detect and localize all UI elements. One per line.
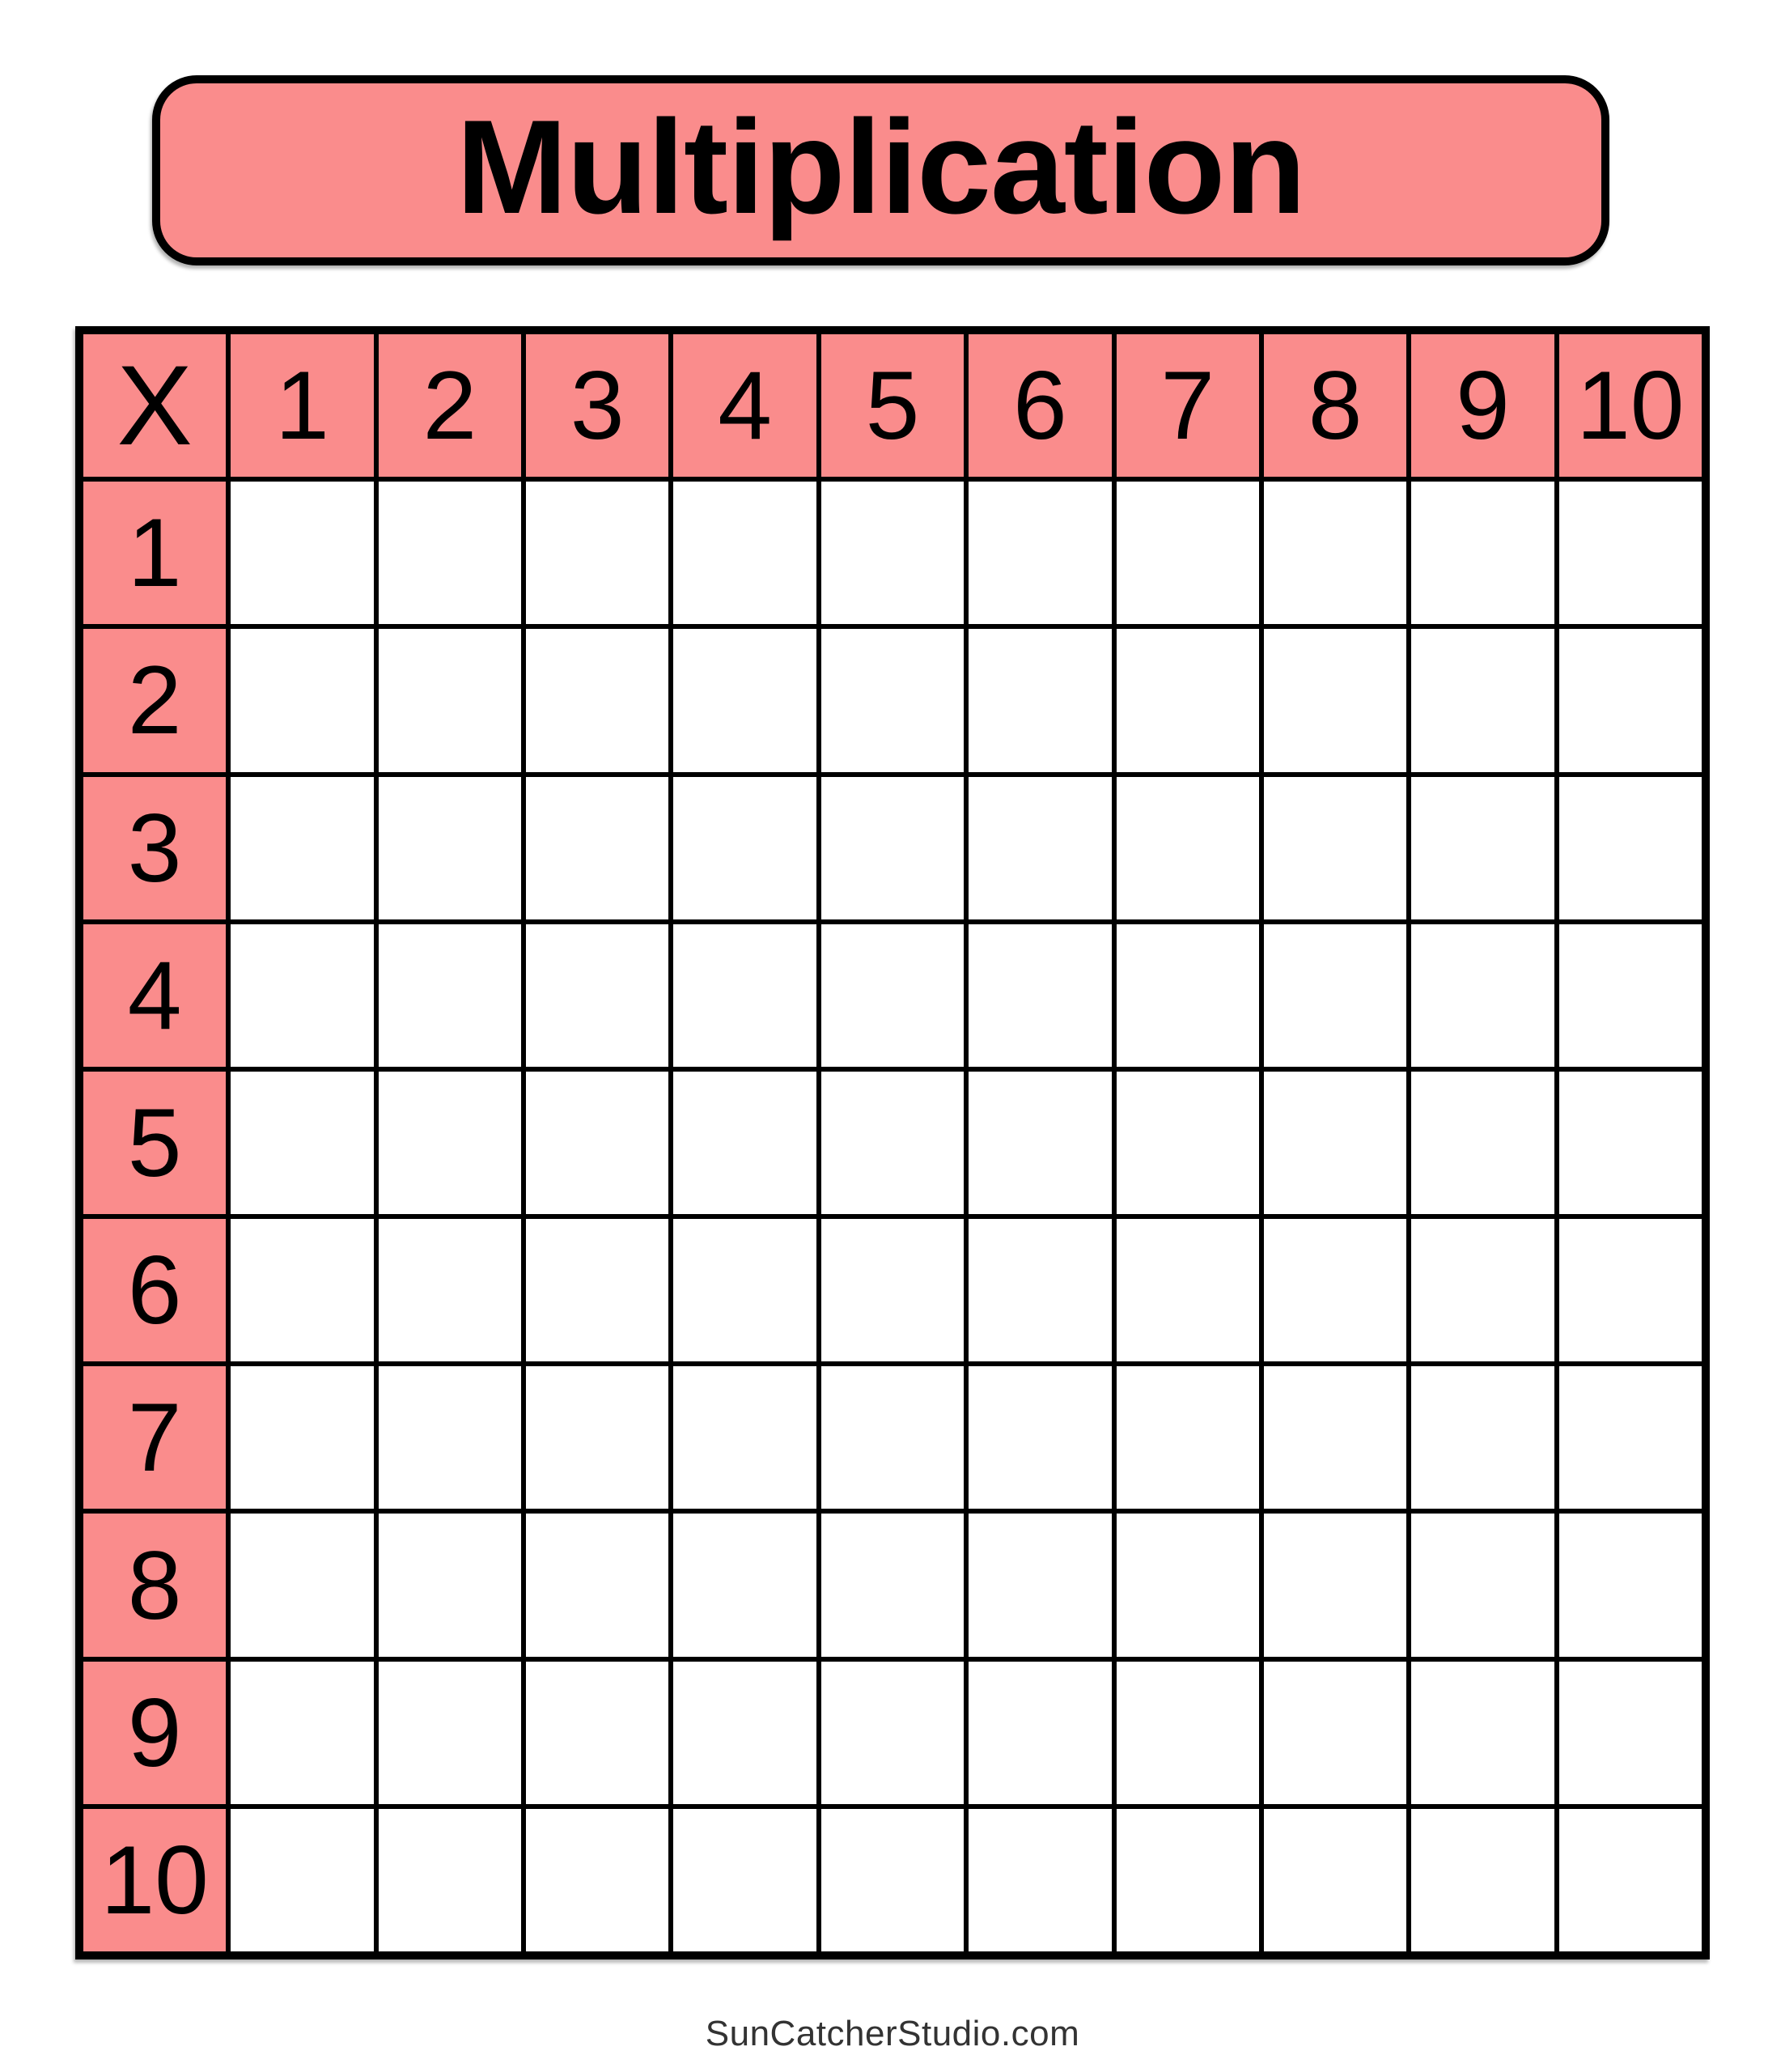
answer-cell-r6-c2 (379, 1219, 521, 1361)
answer-cell-r7-c6 (969, 1366, 1111, 1509)
answer-cell-r8-c3 (526, 1514, 668, 1656)
answer-cell-r8-c9 (1411, 1514, 1554, 1656)
column-header-cell-2: 2 (379, 334, 521, 477)
answer-cell-r7-c2 (379, 1366, 521, 1509)
answer-cell-r9-c4 (673, 1662, 816, 1804)
answer-cell-r2-c6 (969, 629, 1111, 771)
answer-cell-r10-c5 (821, 1809, 964, 1951)
column-header-cell-1: 1 (231, 334, 373, 477)
answer-cell-r3-c5 (821, 777, 964, 919)
row-header-cell-10: 10 (83, 1809, 226, 1951)
footer (0, 2014, 1785, 2054)
column-header-cell-10: 10 (1559, 334, 1702, 477)
answer-cell-r6-c8 (1264, 1219, 1406, 1361)
answer-cell-r5-c5 (821, 1072, 964, 1214)
answer-cell-r10-c7 (1117, 1809, 1259, 1951)
answer-cell-r4-c9 (1411, 924, 1554, 1067)
page-title: Multiplication (456, 92, 1306, 241)
answer-cell-r7-c10 (1559, 1366, 1702, 1509)
answer-cell-r8-c2 (379, 1514, 521, 1656)
answer-cell-r5-c4 (673, 1072, 816, 1214)
answer-cell-r6-c5 (821, 1219, 964, 1361)
column-header-cell-9: 9 (1411, 334, 1554, 477)
answer-cell-r8-c8 (1264, 1514, 1406, 1656)
answer-cell-r10-c2 (379, 1809, 521, 1951)
answer-cell-r9-c3 (526, 1662, 668, 1804)
row-header-cell-9: 9 (83, 1662, 226, 1804)
answer-cell-r2-c5 (821, 629, 964, 771)
column-header-cell-4: 4 (673, 334, 816, 477)
answer-cell-r4-c4 (673, 924, 816, 1067)
answer-cell-r7-c3 (526, 1366, 668, 1509)
answer-cell-r6-c7 (1117, 1219, 1259, 1361)
answer-cell-r10-c6 (969, 1809, 1111, 1951)
title-banner (152, 75, 1609, 265)
answer-cell-r5-c10 (1559, 1072, 1702, 1214)
answer-cell-r1-c10 (1559, 482, 1702, 624)
answer-cell-r6-c1 (231, 1219, 373, 1361)
answer-cell-r4-c5 (821, 924, 964, 1067)
answer-cell-r9-c5 (821, 1662, 964, 1804)
column-header-cell-7: 7 (1117, 334, 1259, 477)
answer-cell-r3-c9 (1411, 777, 1554, 919)
answer-cell-r1-c3 (526, 482, 668, 624)
answer-cell-r9-c9 (1411, 1662, 1554, 1804)
answer-cell-r10-c4 (673, 1809, 816, 1951)
answer-cell-r6-c4 (673, 1219, 816, 1361)
column-header-cell-3: 3 (526, 334, 668, 477)
answer-cell-r2-c4 (673, 629, 816, 771)
column-header-cell-5: 5 (821, 334, 964, 477)
answer-cell-r4-c3 (526, 924, 668, 1067)
answer-cell-r3-c7 (1117, 777, 1259, 919)
answer-cell-r5-c1 (231, 1072, 373, 1214)
answer-cell-r7-c7 (1117, 1366, 1259, 1509)
answer-cell-r10-c1 (231, 1809, 373, 1951)
answer-cell-r5-c2 (379, 1072, 521, 1214)
row-header-cell-1: 1 (83, 482, 226, 624)
row-header-cell-3: 3 (83, 777, 226, 919)
answer-cell-r9-c8 (1264, 1662, 1406, 1804)
answer-cell-r9-c2 (379, 1662, 521, 1804)
column-header-cell-6: 6 (969, 334, 1111, 477)
answer-cell-r4-c10 (1559, 924, 1702, 1067)
answer-cell-r4-c7 (1117, 924, 1259, 1067)
answer-cell-r1-c4 (673, 482, 816, 624)
answer-cell-r2-c8 (1264, 629, 1406, 771)
answer-cell-r3-c3 (526, 777, 668, 919)
answer-cell-r2-c3 (526, 629, 668, 771)
answer-cell-r4-c8 (1264, 924, 1406, 1067)
answer-cell-r3-c2 (379, 777, 521, 919)
answer-cell-r8-c10 (1559, 1514, 1702, 1656)
answer-cell-r3-c8 (1264, 777, 1406, 919)
answer-cell-r7-c5 (821, 1366, 964, 1509)
answer-cell-r6-c10 (1559, 1219, 1702, 1361)
answer-cell-r8-c5 (821, 1514, 964, 1656)
answer-cell-r10-c9 (1411, 1809, 1554, 1951)
answer-cell-r3-c6 (969, 777, 1111, 919)
answer-cell-r5-c6 (969, 1072, 1111, 1214)
row-header-cell-8: 8 (83, 1514, 226, 1656)
answer-cell-r8-c7 (1117, 1514, 1259, 1656)
answer-cell-r1-c5 (821, 482, 964, 624)
answer-cell-r8-c1 (231, 1514, 373, 1656)
answer-cell-r5-c9 (1411, 1072, 1554, 1214)
answer-cell-r5-c3 (526, 1072, 668, 1214)
corner-header-cell: X (83, 334, 226, 477)
multiplication-table (75, 326, 1710, 1959)
answer-cell-r10-c8 (1264, 1809, 1406, 1951)
answer-cell-r6-c6 (969, 1219, 1111, 1361)
answer-cell-r1-c2 (379, 482, 521, 624)
answer-cell-r7-c8 (1264, 1366, 1406, 1509)
answer-cell-r1-c8 (1264, 482, 1406, 624)
answer-cell-r6-c9 (1411, 1219, 1554, 1361)
row-header-cell-6: 6 (83, 1219, 226, 1361)
answer-cell-r9-c1 (231, 1662, 373, 1804)
answer-cell-r6-c3 (526, 1219, 668, 1361)
footer-site-text: SunCatcherStudio.com (705, 2014, 1080, 2053)
answer-cell-r3-c1 (231, 777, 373, 919)
answer-cell-r4-c6 (969, 924, 1111, 1067)
answer-cell-r2-c2 (379, 629, 521, 771)
answer-cell-r9-c10 (1559, 1662, 1702, 1804)
answer-cell-r8-c4 (673, 1514, 816, 1656)
answer-cell-r1-c9 (1411, 482, 1554, 624)
answer-cell-r1-c1 (231, 482, 373, 624)
multiplication-grid (83, 334, 1702, 1951)
row-header-cell-5: 5 (83, 1072, 226, 1214)
row-header-cell-2: 2 (83, 629, 226, 771)
answer-cell-r8-c6 (969, 1514, 1111, 1656)
answer-cell-r2-c10 (1559, 629, 1702, 771)
answer-cell-r1-c7 (1117, 482, 1259, 624)
row-header-cell-7: 7 (83, 1366, 226, 1509)
answer-cell-r10-c10 (1559, 1809, 1702, 1951)
answer-cell-r9-c7 (1117, 1662, 1259, 1804)
answer-cell-r4-c2 (379, 924, 521, 1067)
answer-cell-r9-c6 (969, 1662, 1111, 1804)
answer-cell-r3-c4 (673, 777, 816, 919)
answer-cell-r5-c7 (1117, 1072, 1259, 1214)
answer-cell-r4-c1 (231, 924, 373, 1067)
column-header-cell-8: 8 (1264, 334, 1406, 477)
answer-cell-r5-c8 (1264, 1072, 1406, 1214)
row-header-cell-4: 4 (83, 924, 226, 1067)
answer-cell-r2-c7 (1117, 629, 1259, 771)
answer-cell-r10-c3 (526, 1809, 668, 1951)
answer-cell-r1-c6 (969, 482, 1111, 624)
answer-cell-r7-c1 (231, 1366, 373, 1509)
answer-cell-r3-c10 (1559, 777, 1702, 919)
answer-cell-r2-c1 (231, 629, 373, 771)
answer-cell-r7-c9 (1411, 1366, 1554, 1509)
answer-cell-r2-c9 (1411, 629, 1554, 771)
answer-cell-r7-c4 (673, 1366, 816, 1509)
